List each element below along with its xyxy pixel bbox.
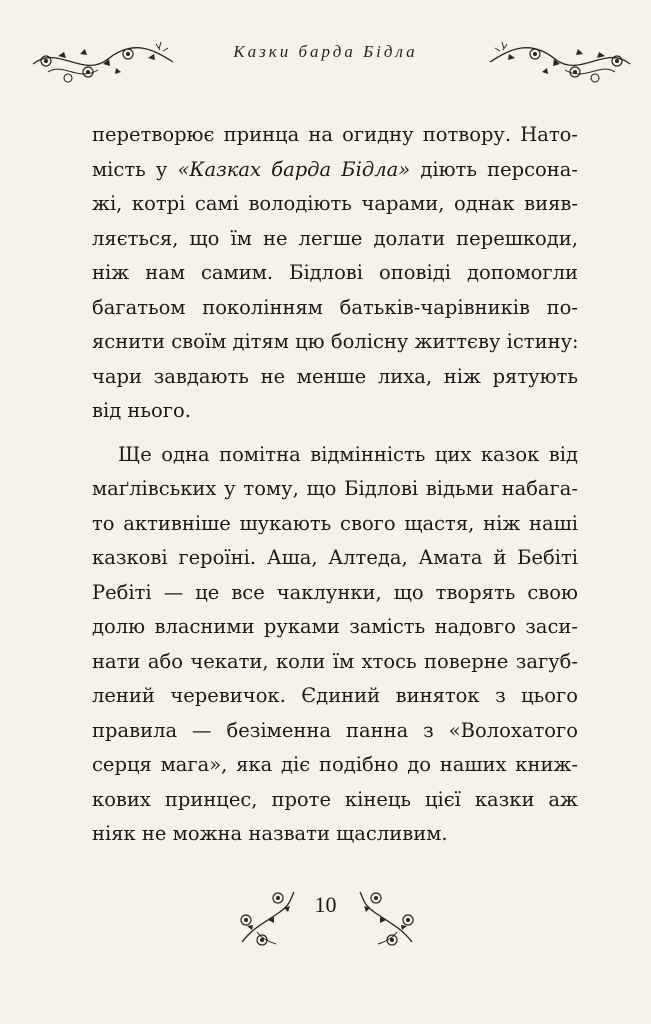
text-line (92, 153, 578, 188)
paragraph-gap (92, 429, 578, 438)
text-line: від нього. (92, 399, 191, 422)
text-line: лений черевичок. Єдиний виняток з цього (92, 684, 578, 707)
page-header (0, 28, 651, 88)
paragraph (92, 438, 578, 852)
running-title: Казки барда Бідла (233, 42, 418, 61)
text-line: правила — безіменна панна з «Волохатого (92, 718, 578, 742)
text-line: чари завдають не менше лиха, ніж рятують (92, 364, 578, 388)
text-line: кових принцес, проте кінець цієї казки аж (92, 787, 578, 811)
text-line: багатьом поколінням батьків-чарівників по- (92, 295, 578, 319)
text-line: ніяк не можна назвати щасливим. (92, 822, 448, 845)
text-line: то активніше шукають свого щастя, ніж наші (92, 511, 578, 535)
rose-sprig-icon (352, 884, 422, 954)
paragraph (92, 118, 578, 429)
text-line: серця мага», яка діє подібно до наших книж- (92, 753, 578, 776)
text-line: нати або чекати, коли їм хтось поверне загуб- (92, 649, 578, 673)
text-line: Ще одна помітна відмінність цих казок від (118, 442, 578, 466)
rose-vine-icon (485, 34, 635, 86)
text-line: Ребіті — це все чаклунки, що творять свою (92, 580, 578, 604)
text-line: яснити своїм дітям цю болісну життєву істину: (92, 330, 579, 353)
text-span: мість у (92, 157, 178, 181)
page-number: 10 (314, 892, 337, 917)
body-text (92, 118, 578, 852)
text-line: долю власними руками замість надовго заси- (92, 615, 578, 638)
page-footer (0, 880, 651, 960)
text-line: перетворює принца на огидну потвору. Нато- (92, 123, 578, 146)
text-line: жі, котрі самі володіють чарами, однак вияв- (92, 192, 578, 215)
text-line: казкові героїні. Аша, Алтеда, Амата й Бебіті (92, 546, 578, 569)
text-line: маґлівських у тому, що Бідлові відьми набага- (92, 477, 578, 500)
text-line: ляється, що їм не легше долати перешкоди, (92, 226, 578, 250)
text-line: ніж нам самим. Бідлові оповіді допомогли (92, 261, 578, 284)
text-span: діють персона- (410, 157, 578, 181)
book-title-italic: «Казках барда Бідла» (177, 157, 411, 181)
